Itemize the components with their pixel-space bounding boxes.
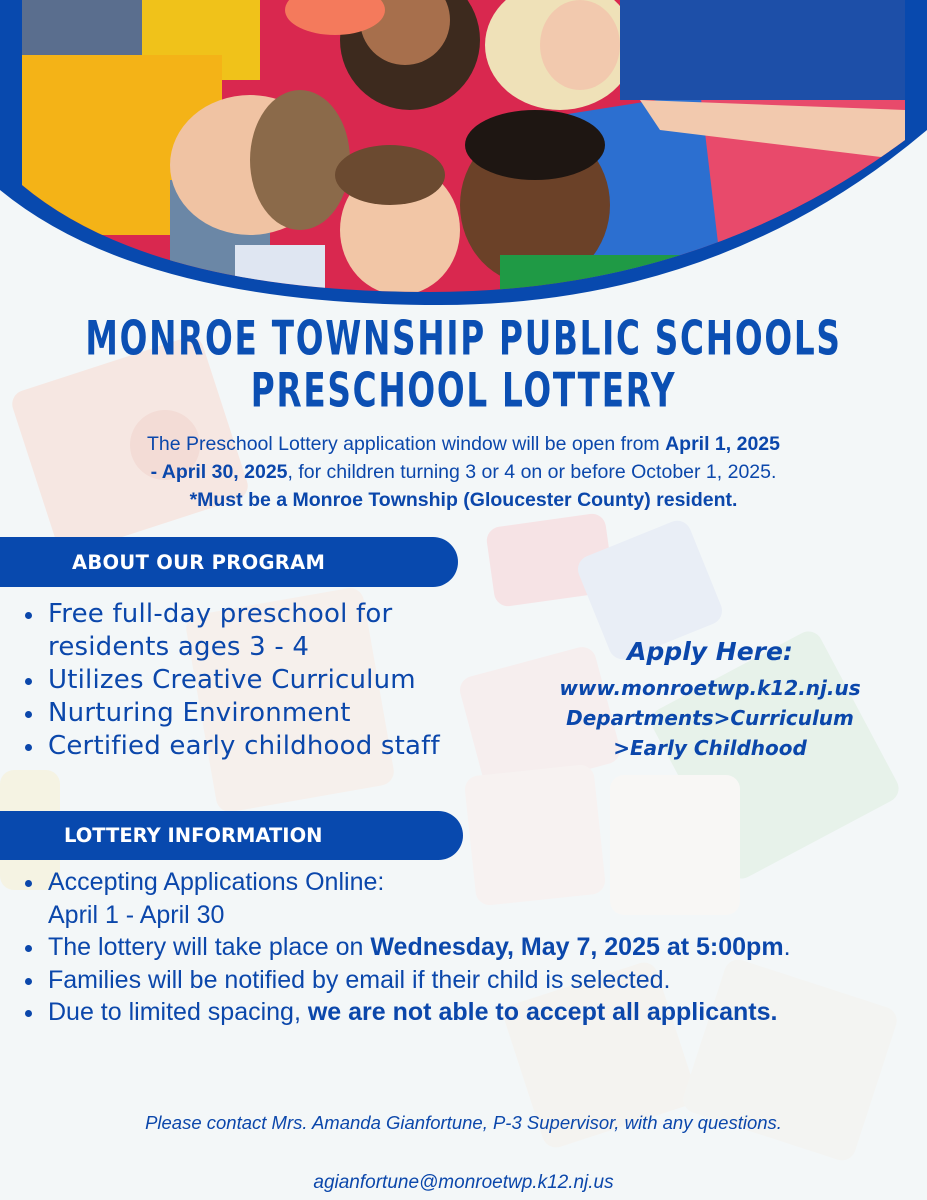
bullet-icon [25, 612, 32, 619]
bullet-icon [25, 880, 32, 887]
lottery-limit-note: we are not able to accept all applicants. [307, 998, 778, 1026]
bullet-icon [25, 678, 32, 685]
bullet-icon [25, 744, 32, 751]
bullet-icon [25, 945, 32, 952]
contact-email-link[interactable]: agianfortune@monroetwp.k12.nj.us [313, 1172, 614, 1193]
lottery-item-text: The lottery will take place on [48, 933, 371, 961]
program-item-text: Nurturing Environment [48, 698, 351, 728]
about-program-heading: ABOUT OUR PROGRAM [72, 550, 326, 574]
contact-note: Please contact Mrs. Amanda Gianfortune, P-3 Supervisor, with any questions. [145, 1112, 782, 1133]
apply-heading: Apply Here: [627, 637, 793, 666]
header-photo [0, 0, 927, 312]
bullet-icon [25, 978, 32, 985]
program-item-text: Certified early childhood staff [48, 731, 440, 761]
intro-date-start: April 1, 2025 [665, 433, 780, 455]
program-list [20, 598, 490, 763]
intro-text-1: The Preschool Lottery application window will be open from [146, 433, 666, 455]
lottery-date-time: Wednesday, May 7, 2025 at 5:00pm [370, 933, 784, 961]
apply-path-2: >Early Childhood [613, 736, 807, 760]
lottery-item-text: Due to limited spacing, [48, 998, 308, 1026]
list-item [20, 697, 490, 730]
title-line-2: PRESCHOOL LOTTERY [250, 362, 677, 418]
list-item [20, 664, 490, 697]
about-program-banner [0, 537, 458, 587]
program-item-text: Free full-day preschool for [48, 599, 393, 629]
intro-paragraph [20, 430, 907, 514]
lottery-info-banner [0, 811, 463, 860]
list-item [20, 996, 910, 1029]
bullet-icon [25, 1010, 32, 1017]
intro-text-2: , for children turning 3 or 4 on or before October 1, 2025. [287, 461, 777, 483]
list-item [20, 964, 910, 997]
list-item [20, 931, 910, 964]
title-line-1: MONROE TOWNSHIP PUBLIC SCHOOLS [85, 310, 842, 366]
lottery-item-text: April 1 - April 30 [48, 900, 225, 929]
program-item-text: residents ages 3 - 4 [48, 632, 310, 662]
residency-note: *Must be a Monroe Township (Gloucester County) resident. [189, 489, 738, 511]
lottery-item-text: Accepting Applications Online: [48, 868, 385, 896]
lottery-info-heading: LOTTERY INFORMATION [64, 824, 323, 847]
list-item [20, 730, 490, 763]
children-photo-image [0, 0, 927, 312]
apply-url-link[interactable]: www.monroetwp.k12.nj.us [559, 676, 861, 700]
program-item-text: Utilizes Creative Curriculum [48, 665, 416, 695]
list-item [20, 598, 490, 664]
lottery-list [20, 866, 910, 1029]
bullet-icon [25, 711, 32, 718]
lottery-item-text: . [783, 933, 791, 961]
apply-path-1: Departments>Curriculum [566, 706, 854, 730]
intro-date-end: - April 30, 2025 [150, 461, 288, 483]
list-item [20, 866, 910, 931]
lottery-item-text: Families will be notified by email if their child is selected. [48, 965, 671, 994]
